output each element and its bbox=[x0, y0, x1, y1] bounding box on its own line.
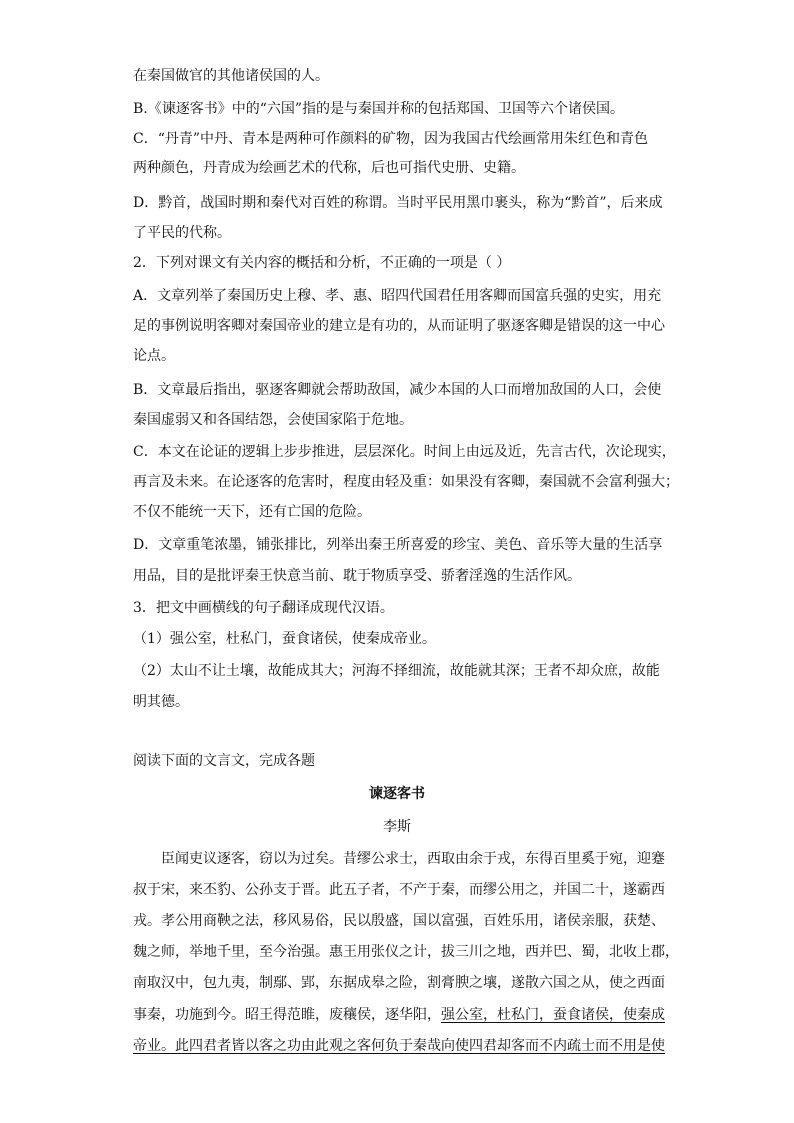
text-line: 论点。 bbox=[133, 348, 175, 364]
passage-text: 事秦，功施到今。昭王得范睢，废穰侯，逐华阳， bbox=[133, 1007, 441, 1023]
passage-line bbox=[133, 1036, 665, 1056]
reading-instruction: 阅读下面的文言文，完成各题 bbox=[133, 753, 315, 769]
option-c-line: C．本文在论证的逻辑上步步推进，层层深化。时间上由远及近，先言古代，次论现实， bbox=[133, 444, 676, 460]
option-c-line: C．“丹青”中丹、青本是两种可作颜料的矿物，因为我国古代绘画常用朱红色和青色 bbox=[133, 131, 649, 147]
question-2-line: 2．下列对课文有关内容的概括和分析，不正确的一项是（ ） bbox=[133, 255, 511, 271]
option-b-line: B.《谏逐客书》中的“六国”指的是与秦国并称的包括郑国、卫国等六个诸侯国。 bbox=[133, 101, 625, 117]
text-line: 秦国虚弱又和各国结怨，会使国家陷于危地。 bbox=[133, 412, 413, 428]
essay-title: 谏逐客书 bbox=[369, 786, 425, 802]
text-line: 在秦国做官的其他诸侯国的人。 bbox=[133, 68, 329, 84]
text-line: 明其德。 bbox=[133, 694, 189, 710]
underlined-sentence: 帝业 bbox=[133, 1038, 161, 1054]
passage-line: 南取汉中，包九夷，制鄢、郢，东据成皋之险，割膏腴之壤，遂散六国之从，使之西面 bbox=[133, 975, 665, 991]
text-line: 再言及未来。在论逐客的危害时，程度由轻及重：如果没有客卿，秦国就不会富利强大； bbox=[133, 474, 679, 490]
text-line: 不仅不能统一天下，还有亡国的危险。 bbox=[133, 504, 371, 520]
text-line: 两种颜色，丹青成为绘画艺术的代称，后也可指代史册、史籍。 bbox=[133, 160, 525, 176]
passage-line: 臣闻吏议逐客，窃以为过矣。昔缪公求士，西取由余于戎，东得百里奚于宛，迎蹇 bbox=[161, 851, 665, 867]
translation-item-1: （1）强公室，杜私门，蚕食诸侯，使秦成帝业。 bbox=[133, 631, 436, 647]
option-a-line: A．文章列举了秦国历史上穆、孝、惠、昭四代国君任用客卿而国富兵强的史实，用充 bbox=[133, 288, 662, 304]
option-b-line: B．文章最后指出，驱逐客卿就会帮助敌国，减少本国的人口而增加敌国的人口，会使 bbox=[133, 382, 662, 398]
passage-line: 魏之师，举地千里，至今治强。惠王用张仪之计，拔三川之地，西并巴、蜀，北收上郡， bbox=[133, 944, 679, 960]
passage-line: 戎。孝公用商鞅之法，移风易俗，民以殷盛，国以富强，百姓乐用，诸侯亲服，获楚、 bbox=[133, 913, 665, 929]
text-line: 足的事例说明客卿对秦国帝业的建立是有功的，从而证明了驱逐客卿是错误的这一中心 bbox=[133, 318, 665, 334]
question-3-line: 3．把文中画横线的句子翻译成现代汉语。 bbox=[133, 600, 394, 616]
passage-line: 叔于宋，来丕豹、公孙支于晋。此五子者，不产于秦，而缪公用之，并国二十，遂霸西 bbox=[133, 882, 665, 898]
option-d-line: D．文章重笔浓墨，铺张排比，列举出秦王所喜爱的珍宝、美色、音乐等大量的生活享 bbox=[133, 537, 663, 553]
translation-item-2: （2）太山不让土壤，故能成其大；河海不择细流，故能就其深；王者不却众庶，故能 bbox=[133, 663, 660, 679]
underlined-sentence: 。此四君者皆以客之功由此观之客何负于秦哉向使四君却客而不内疏士而不用是使 bbox=[161, 1038, 665, 1054]
option-d-line: D．黔首，战国时期和秦代对百姓的称谓。当时平民用黑巾裹头，称为“黔首”，后来成 bbox=[133, 195, 663, 211]
essay-author: 李斯 bbox=[383, 819, 411, 835]
text-line: 了平民的代称。 bbox=[133, 225, 231, 241]
text-line: 用品，目的是批评秦王快意当前、耽于物质享受、骄奢淫逸的生活作风。 bbox=[133, 568, 581, 584]
underlined-sentence: 强公室，杜私门，蚕食诸侯，使秦成 bbox=[441, 1007, 665, 1023]
passage-line bbox=[133, 1005, 665, 1025]
